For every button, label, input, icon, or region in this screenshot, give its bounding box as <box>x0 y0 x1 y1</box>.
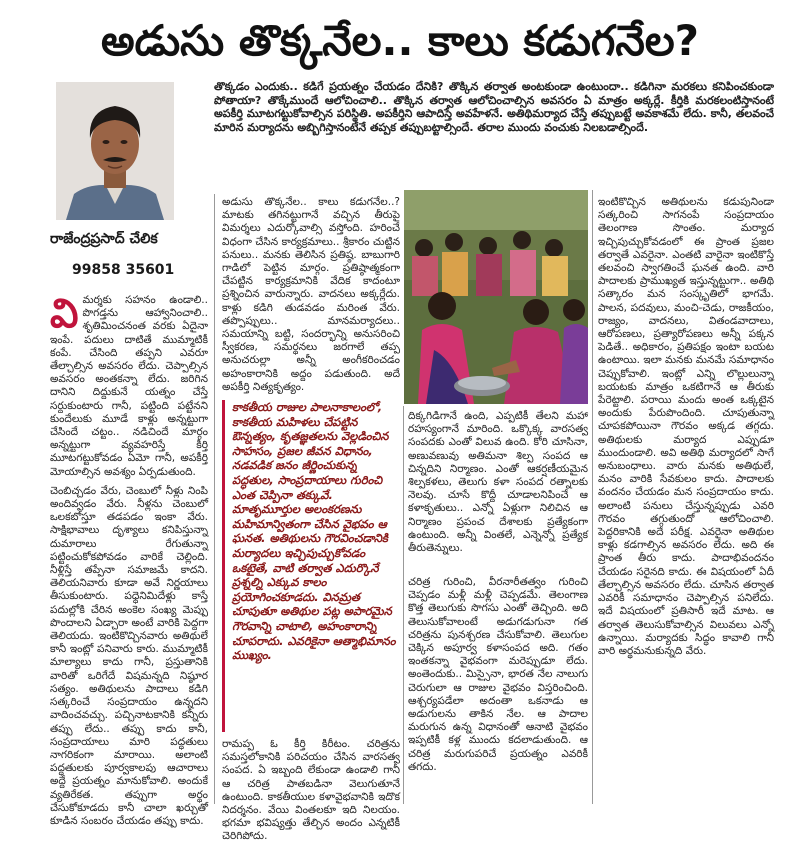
author-portrait-image <box>56 82 174 220</box>
event-photo <box>404 190 588 404</box>
pull-quote <box>222 400 402 732</box>
headline: అడుసు తొక్కనేల.. కాలు కడుగనేల? <box>100 16 700 65</box>
author-phone: 99858 35601 <box>72 262 175 278</box>
column-4: ఇంటికొచ్చిన అతిథులను కడుపునిండా సత్కరించి సాగనంపే సంప్రదాయం తెలంగాణ సొంతం. మర్యాద ఇచ్చిపుచ్చుకోవడంలో ఈ ప్రాంత ప్రజల తర్వాతే ఎవరైనా. ఎంతటి వారైనా ఇంటికొస్తే తలవంచి స్వాగతించే ఘనత ఉంది. వారి పాదాలకు ప్రాముఖ్యత ఇస్తున్నట్టుగా.. అతిథి సత్కారం మన సంస్కృతిలో భాగమే. పాలన, పదవులు, మంచి-చెడు, రాజకీయం, రాజ్యం, వాదనలు, వితండవాదాలు, ఆరోపణలు, ప్రత్యారోపణలు అన్నీ పక్కన పెడితే.. అధికారం, ప్రతిపక్షం ఇంటా బయట ఉంటాయి. ఇలా మనకు మనమే సమాధానం చెప్పుకోవాలి. ఇంట్లో ఎన్ని లొల్లులున్నా బయటకు మాత్రం ఒకటిగానే ఆ తీరుకు పేరెట్టాలి. పరాయి మందు అంత ఒక్కటైన అందుకు పేరుపొందింది. చూపుతున్నా చూపకపోయినా గౌరవం అక్కడ తగ్గదు. అతిథులకు మర్యాద ఎప్పుడూ ముందుండాలి. అవి అతిథి మర్యాదలో సాగే అనుబంధాలు. వారు మనకు అతిథులే, మనం వారికి సేవకులం కాదు. పాదాలకు వందనం చేయడం మన సంప్రదాయం కాదు. అలాంటి పనులు చేస్తున్నప్పుడు ఎవరి గౌరవం తగ్గుతుందో ఆలోచించాలి. పెద్దరికానికి అదే పరీక్ష. ఎవరైనా అతిథుల కాళ్లు కడగాల్సిన అవసరం లేదు. అది ఈ ప్రాంత తీరు కాదు. పాదాభివందనం చేయడం సరైనది కాదు. ఈ విషయంలో ఏదీ తేల్చాల్సిన అవసరం లేదు. చూసిన తర్వాత ఎవరికీ సమాధానం చెప్పాల్సిన పనిలేదు. ఇదే విషయంలో ప్రతిసారీ ఇదే మాట. ఆ తర్వాత తెలుసుకోవాల్సిన విలువలు ఎన్నో ఉన్నాయి. మర్యాదకు సిద్ధం కావాలి గానీ వారి అర్థమనుకున్నది వేరు. <box>598 196 774 657</box>
author-photo <box>56 82 174 220</box>
column-2-top: అడుసు తొక్కనేల.. కాలు కడుగనేల..? మాటకు తగినట్టుగానే వచ్చిన తీరుపై విమర్శలు ఎదుర్కోవాల్సి వస్తోంది. హరించే విధంగా చేసిన కార్యక్రమాలు.. శ్రీకారం చుట్టిన పనులు.. మనకు తెలిసిన ప్రతిష్ఠ. బాబుగారి గాడిలో పెట్టిన మార్గం. ప్రతిష్ఠాత్మకంగా చేపట్టిన కార్యక్రమానికి వేదిక కాదంటూ ప్రశ్నించిన వారున్నారు. వాదనలు అక్కర్లేదు. కాళ్లు కడిగి తుడవడం మరింత వేరు. తప్పొప్పులు.. మానమర్యాదలు.. సమయాన్ని బట్టి, సందర్భాన్ని అనుసరించి స్వీకరణ, సమర్థనలు జరగాలే తప్ప అనుచరుల్లా అన్నీ అంగీకరించడం అహంకారానికి అద్దం పడుతుంది. అదే అపకీర్తి నిత్యకృత్యం. <box>222 196 400 393</box>
author-name: రాజేంద్రప్రసాద్ చేలిక <box>50 231 158 247</box>
pull-quote-text: కాకతీయ రాజుల పాలనాకాలంలో, కాకతీయ మహిళలు చేపట్టిన ఔన్నత్యం, కృతజ్ఞతలను వెల్లడించిన సాహసం, ప్రజల జీవన విధానం, నడవడిక జనం జీర్ణించుకున్న పద్ధతుల, సాంప్రదాయాలు గురించి ఎంత చెప్పినా తక్కువే. మాతృమూర్తుల అలంకరణను మహిమాన్వితంగా చేసిన వైభవం ఆ ఘనత. అతిథులను గౌరవించడానికి మర్యాదలు ఇచ్చిపుచ్చుకోవడం ఒకటైతే, వాటి తర్వాత ఎదుర్కొనే ప్రశ్నల్ని ఎక్కువ కాలం ప్రయోగించకూడదు. వినమ్రత చూపుతూ అతిథుల పట్ల అపారమైన గౌరవాన్ని చాటాలి, అహంకారాన్ని చూపరాదు. ఎవరికైనా ఆత్మాభిమానం ముఖ్యం. <box>232 400 396 663</box>
drop-cap: వి <box>50 291 79 337</box>
quote-bar <box>222 400 225 732</box>
column-3-mid: దిక్కగిడిగానే ఉంది, ఎప్పటికీ తేలని మహా రహస్యంగానే మారింది. ఒక్కొక్క వారసత్వ సంపదకు ఎంతో విలువ ఉంది. కోరి చూసినా, అణువణువు అతిమనా శిల్ప సంపద ఆ చిన్నదిని నిర్మాణం. ఎంతో ఆకర్షణీయమైన శిల్పకళలు, తెలుగు కళా సంపద రత్నాలకు నెలవు. చూసే కొద్దీ చూడాలనిపించే ఆ కళాకృతులు.. ఎన్నో ఏళ్లుగా నిలిచిన ఆ నిర్మాణం ప్రపంచ దేశాలకు ప్రత్యేకంగా ఉంటుంది. అన్నీ వింతలే, ఎన్నెన్నో ప్రత్యేక తీరుతెన్నులు. <box>408 410 588 555</box>
column-divider <box>403 406 404 804</box>
column-divider <box>214 194 215 804</box>
column-2-bottom: రామప్ప ఓ కీర్తి కిరీటం. చరిత్రను సమస్తలోకానికి పరిచయం చేసిన వారసత్వ సంపద. ఏ ఇబ్బంది లేకుండా ఉండాలి గానీ ఆ చరిత్ర పాతబడినా వెలుగుతూనే ఉంటుంది. కాకతీయుల కళావైభవానికి ఇదొక నిదర్శనం. వేయి వింతలకూ ఇది నిలయం. భగమా భవిష్యత్తు తేల్చిన అందం ఎన్నటికీ చెరిగిపోదు. <box>222 738 400 843</box>
paragraph: చెంబిచ్చడం వేరు, చెంబులో నీళ్లు నింపి అందివ్వడం వేరు. నీళ్లను చెంబులో ఒలకబోస్తూ తడపడం ఇంకా వేరు. సాక్షిభావాలు దృశ్యాలు కనిపిస్తున్నా దుమారాలు రేగుతున్నా పట్టించుకోకపోవడం వారికే చెల్లింది. నీళ్లిస్తే తప్పేనా సమాజమే కాదని. తెలియనివారు కూడా అవే నిర్ణయాలు తీసుకుంటారు. పధ్ధెనిమిదేళ్లు కాస్తే పదుల్లోకి చేరిన అంకెల సంఖ్య మెప్పు పొందాలని ఏడ్చారా అంటే వారికి పెద్దగా తెలియదు. ఇంటికొచ్చినవారు అతిథులే కానీ ఇంట్లో పనివారు కారు. ముమ్మాటికీ మాల్యాలు కాదు గానీ, ప్రస్తుతానికి వారితో ఒరిగేదే విషమన్నది నిష్ఠూర సత్యం. అతిథులను పాదాలు కడిగి సత్కరించే సంప్రదాయం ఉన్నదని వాదించవచ్చు. పచ్చినాటకానికి కన్నీరు తప్పు లేదు.. తప్పు కాదు కానీ, సంప్రదాయాలు మారి పద్ధతులు నాగరికంగా మారాయి. అలాంటి పద్ధతులకు పూర్వకాలపు ఆచారాలు అద్దే ప్రయత్నం మానుకోవాలి. అందుకే వ్యతిరేకత. తప్పుగా అర్థం చేసుకోకూడదు కానీ చాలా ఖర్చుతో కూడిన సంబరం చేయడం తప్పు కాదు. <box>50 484 208 827</box>
event-scene-image <box>404 190 588 404</box>
column-1 <box>50 291 208 827</box>
intro-paragraph: తొక్కడం ఎందుకు.. కడిగే ప్రయత్నం చేయడం దేనికి? తొక్కిన తర్వాత అంటకుండా ఉంటుందా.. కడిగినా మరకలు కనిపించకుండా పోతాయా? తొక్కేముందే ఆలోచించాలి.. తొక్కిన తర్వాత ఆలోచించాల్సిన అవసరం ఏ మాత్రం అక్కర్లే. కీర్తికి మరకలంటిస్తానంటే అపకీర్తి మూటగట్టుకోవాల్సిన పరిస్థితి. అపకీర్తిని ఆపాదిస్తే అవహేళనే. అతిథిమర్యాద చేస్తే తప్పుబట్టే అవకాశమే లేదు. కానీ, తలవంచే మారిన మర్యాదను అబ్బిగిస్తానంటేనే తప్పక తప్పుబట్టాల్సిందే. తరాల ముందు వంచుకు నిలబడాల్సిందే. <box>214 80 774 135</box>
column-3-bottom: చరిత్ర గురించి, వీరనారీతత్వం గురించి చెప్పడం మళ్లీ మళ్లీ చెప్పడమే. తెలంగాణ కొత్త తెలుగుకు సొగసు ఎంతో తెచ్చింది. అది తెలుసుకోవాలంటే అడుగడుగునా గత చరిత్రను పునశ్చరణ చేసుకోవాలి. తెలుగుల చెక్కిన అపూర్వ కళాసంపద అది. గతం ఇంతకన్నా వైభవంగా మరెప్పుడూ లేదు. అంతెందుకు.. మిస్సైనా, భారత నేల నాలుగు చెరుగులా ఆ రాజుల వైభవం విస్తరించింది. ఆశ్చర్యపడేలా అదంతా ఒకనాడు ఆ అడుగులను తాకిన నేల. ఆ పాదాల మరుగున ఉన్న విధానంతో ఆనాటి వైభవం ఇప్పటికీ కళ్ల ముందు కదలాడుతుంది. ఆ చరిత్ర మరుగుపరిచే ప్రయత్నం ఎవరికీ తగదు. <box>408 576 588 773</box>
paragraph: విమర్శకు సహనం ఉండాలి.. పొగడ్తను ఆహ్వానించాలి.. శృతిమించనంత వరకు ఏదైనా ఇంపే. పదులు దాటితే ముమ్మాటికీ కంపే. చేసింది తప్పని ఎవరూ తేల్చాల్సిన అవసరం లేదు. చెప్పాల్సిన అవసరం అంతకన్నా లేదు. జరిగిన దానిని దిద్దుకునే యత్నం చేస్తే సర్దుకుంటారు గానీ, పట్టింది పట్టేనని కుందేలుకు మూడే కాళ్లు అన్నట్టుగా చేసిందే చట్టం.. నడిచిందే మార్గం అన్నట్టుగా వ్యవహరిస్తే కీర్తి మూటగట్టుకోవడం ఏమో గానీ, అపకీర్తి మోయాల్సిన అవశ్యం ఏర్పడుతుంది. <box>50 291 208 478</box>
column-divider <box>592 190 593 804</box>
